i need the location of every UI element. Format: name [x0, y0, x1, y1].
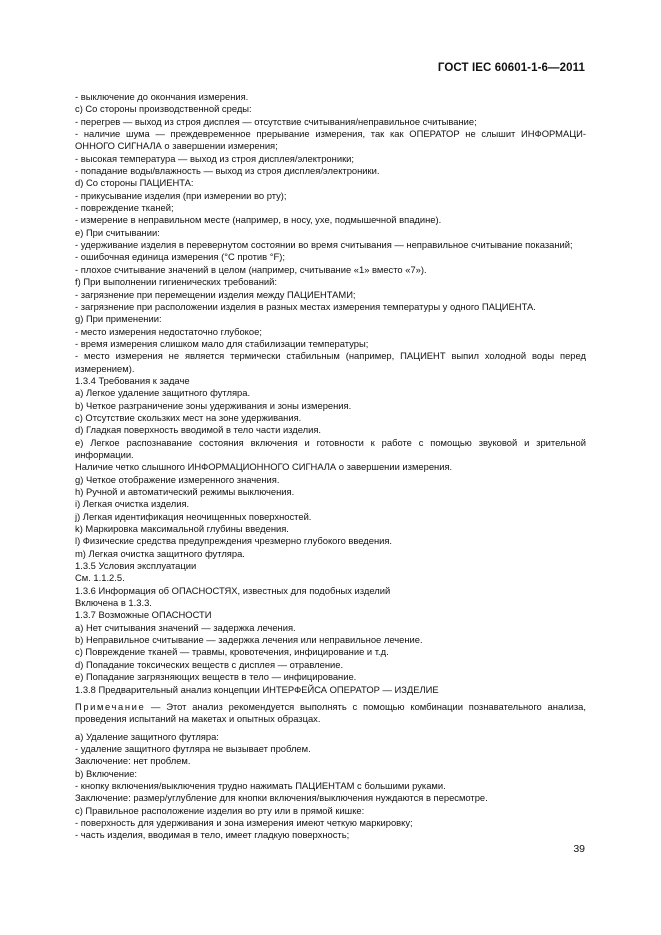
text-line: Наличие четко слышного ИНФОРМАЦИОННОГО СИГНАЛА о завершении измерения. — [75, 461, 453, 473]
text-line: c) Повреждение тканей — травмы, кровотечения, инфицирование и т.д. — [75, 646, 389, 658]
section-heading: 1.3.6 Информация об ОПАСНОСТЯХ, известных для подобных изделий — [75, 584, 391, 596]
section-heading: 1.3.4 Требования к задаче — [75, 374, 190, 386]
text-line: d) Со стороны ПАЦИЕНТА: — [75, 177, 194, 189]
text-line: a) Удаление защитного футляра: — [75, 730, 219, 742]
text-line: d) Попадание токсических веществ с дисплея — отравление. — [75, 658, 344, 670]
text-line: b) Включение: — [75, 767, 138, 779]
text-line: j) Легкая идентификация неочищенных поверхностей. — [75, 510, 312, 522]
text-line: - высокая температура — выход из строя дисплея/электроники; — [75, 152, 355, 164]
text-line: e) При считывании: — [75, 226, 160, 238]
text-line: k) Маркировка максимальной глубины введения. — [75, 523, 289, 535]
text-line: Включена в 1.3.3. — [75, 597, 152, 609]
note-text: — Этот анализ рекомендуется выполнять с помощью комбинации познавательного анализа, проведения испытаний на макетах и опытных образцах. — [75, 700, 586, 725]
text-line: - часть изделия, вводимая в тело, имеет гладкую поверхность; — [75, 829, 350, 841]
paragraph-recognition: e) Легкое распознавание состояния включения и готовности к работе с помощью звуковой и зрительной информации. — [75, 436, 586, 460]
text-line: b) Четкое разграничение зоны удерживания и зоны измерения. — [75, 399, 352, 411]
text-line: - загрязнение при перемещении изделия между ПАЦИЕНТАМИ; — [75, 288, 356, 300]
note-label: Примечание — [75, 700, 146, 712]
note-paragraph — [62, 701, 586, 726]
text-line: - время измерения слишком мало для стабилизации температуры; — [75, 337, 369, 349]
text-line: - ошибочная единица измерения (°С против °F); — [75, 251, 285, 263]
text-line: - попадание воды/влажность — выход из строя дисплея/электроники. — [75, 165, 380, 177]
text-line: Заключение: размер/углубление для кнопки включения/выключения нуждаются в пересмотре. — [75, 792, 488, 804]
text-line: - кнопку включения/выключения трудно нажимать ПАЦИЕНТАМ с большими руками. — [75, 779, 446, 791]
text-line: - прикусывание изделия (при измерении во рту); — [75, 189, 287, 201]
text-line: c) Со стороны производственной среды: — [75, 103, 252, 115]
paragraph-place: - место измерения не является термически стабильным (например, ПАЦИЕНТ выпил холодной воды перед измерением). — [75, 350, 586, 374]
text-line: d) Гладкая поверхность вводимой в тело части изделия. — [75, 424, 322, 436]
text-line: - плохое считывание значений в целом (например, считывание «1» вместо «7»). — [75, 263, 427, 275]
text-line: - место измерения недостаточно глубокое; — [75, 325, 262, 337]
text-line: c) Отсутствие скользких мест на зоне удерживания. — [75, 411, 302, 423]
text-line: f) При выполнении гигиенических требований: — [75, 276, 277, 288]
text-line: a) Нет считывания значений — задержка лечения. — [75, 621, 296, 633]
text-line: m) Легкая очистка защитного футляра. — [75, 547, 245, 559]
text-line: Заключение: нет проблем. — [75, 755, 191, 767]
text-line: h) Ручной и автоматический режимы выключения. — [75, 486, 295, 497]
text-line: l) Физические средства предупреждения чрезмерно глубокого введения. — [75, 535, 393, 547]
text-line: См. 1.1.2.5. — [75, 572, 125, 584]
page-number: 39 — [573, 843, 585, 855]
text-line: - измерение в неправильном месте (например, в носу, ухе, подмышечной впадине). — [75, 214, 442, 226]
paragraph-noise: - наличие шума — преждевременное прерывание измерения, так как ОПЕРАТОР не слышит ИНФОРМАЦИ-ОННОГО СИГНАЛА о завершении измерения; — [75, 128, 586, 152]
text-line: i) Легкая очистка изделия. — [75, 498, 190, 510]
text-line: a) Легкое удаление защитного футляра. — [75, 387, 251, 399]
text-line: - удаление защитного футляра не вызывает проблем. — [75, 742, 311, 754]
text-line: c) Правильное расположение изделия во рту или в прямой кишке: — [75, 804, 365, 816]
text-line: - повреждение тканей; — [75, 202, 174, 214]
text-line: - выключение до окончания измерения. — [75, 91, 249, 102]
paragraph-hold: - удерживание изделия в перевернутом состоянии во время считывания — неправильное считывание показаний; — [75, 239, 573, 251]
section-heading: 1.3.7 Возможные ОПАСНОСТИ — [75, 609, 212, 621]
text-line: - перегрев — выход из строя дисплея — отсутствие считывания/неправильное считывание; — [75, 115, 477, 127]
text-line: - поверхность для удерживания и зона измерения имеют четкую маркировку; — [75, 816, 413, 828]
text-line: e) Попадание загрязняющих веществ в тело — инфицирование. — [75, 671, 357, 683]
text-line: b) Неправильное считывание — задержка лечения или неправильное лечение. — [75, 634, 423, 646]
text-line: g) Четкое отображение измеренного значения. — [75, 473, 280, 485]
section-heading: 1.3.8 Предварительный анализ концепции ИНТЕРФЕЙСА ОПЕРАТОР — ИЗДЕЛИЕ — [75, 683, 439, 695]
text-line: - загрязнение при расположении изделия в разных местах измерения температуры у одного ПАЦИЕНТА. — [75, 300, 536, 312]
section-heading: 1.3.5 Условия эксплуатации — [75, 560, 197, 572]
text-line: g) При применении: — [75, 313, 162, 325]
page-body — [62, 91, 586, 842]
document-header: ГОСТ IEC 60601-1-6—2011 — [437, 62, 585, 74]
